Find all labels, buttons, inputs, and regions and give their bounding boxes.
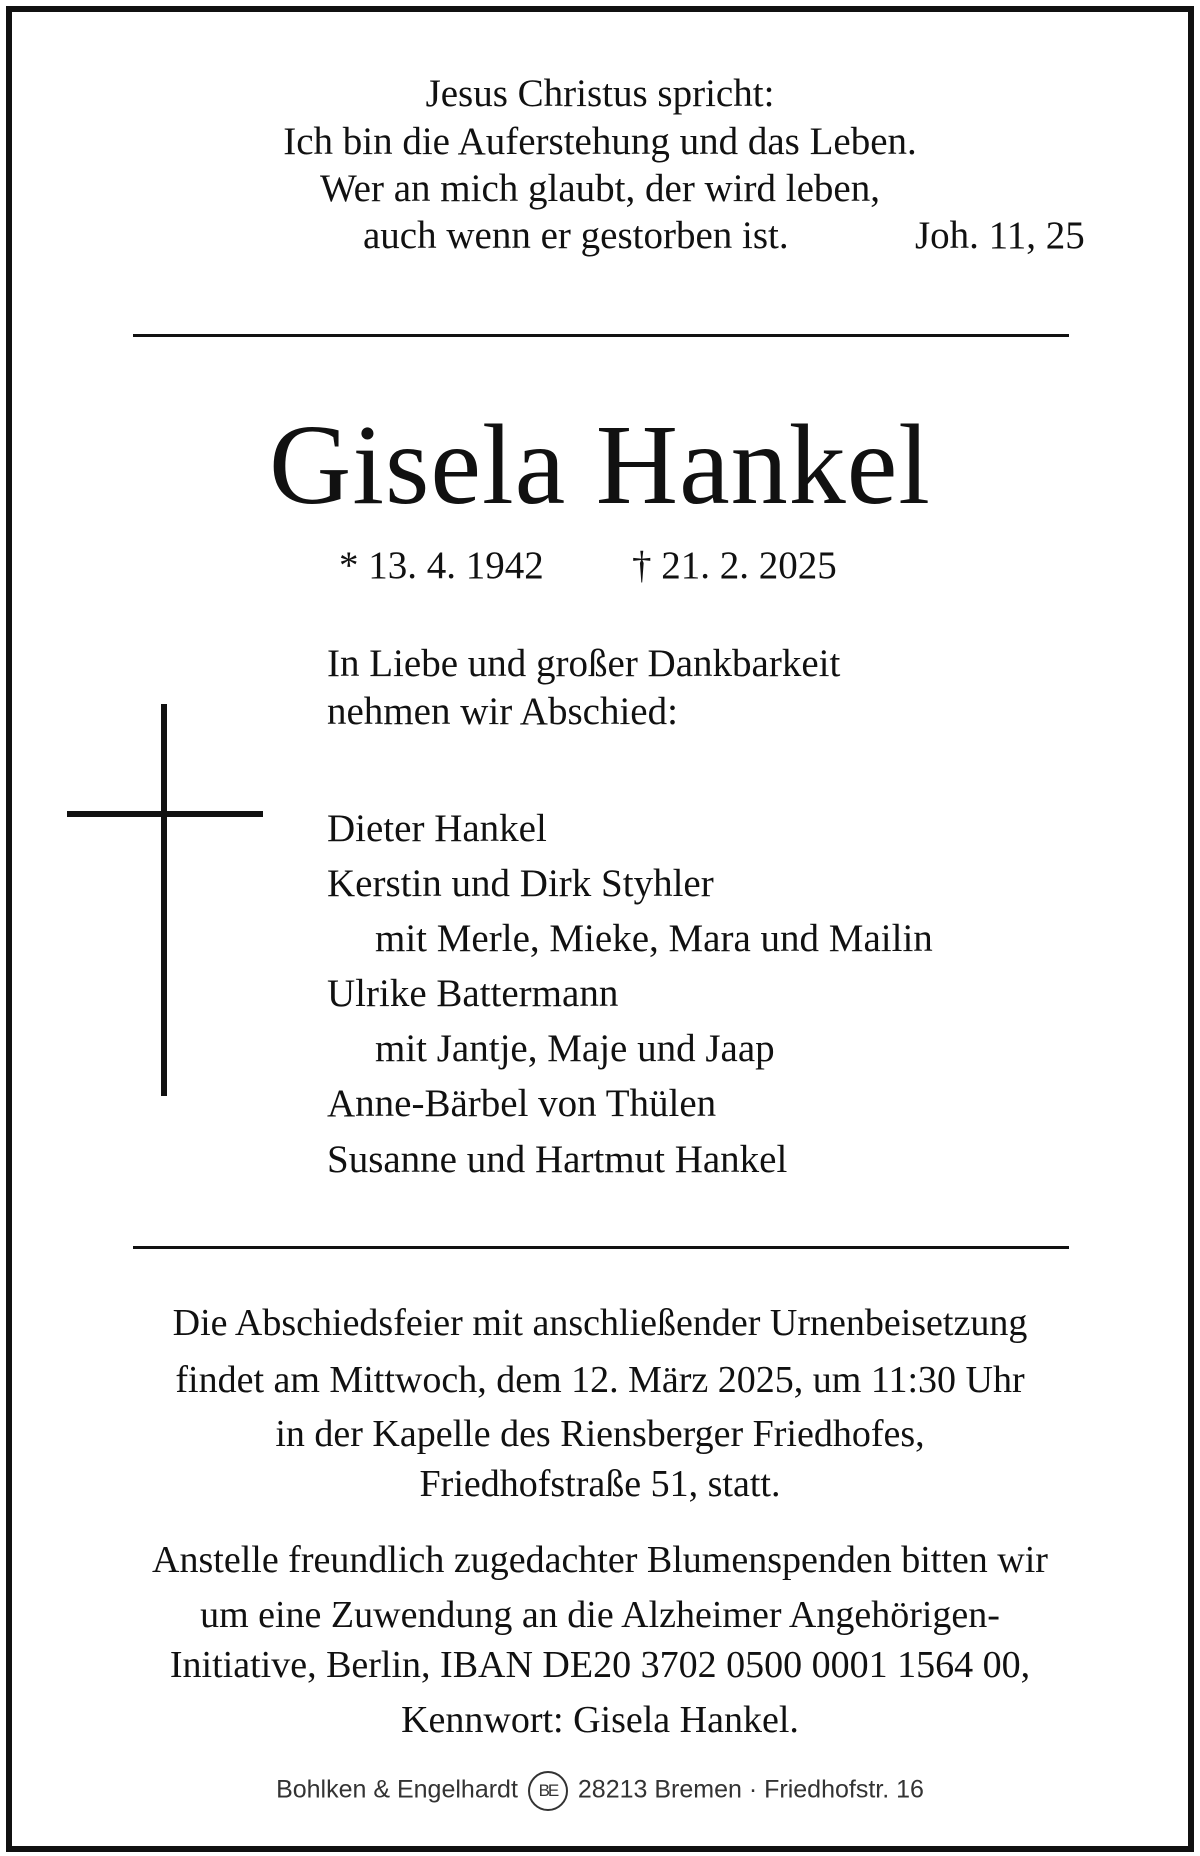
ceremony-line-3: in der Kapelle des Riensberger Friedhofes, xyxy=(275,1413,925,1455)
cross-icon-horizontal xyxy=(67,811,263,817)
bottom-divider xyxy=(133,1246,1069,1249)
verse-line-1: Jesus Christus spricht: xyxy=(425,72,775,115)
mourner-anne-baerbel: Anne-Bärbel von Thülen xyxy=(327,1082,717,1125)
top-divider xyxy=(133,334,1069,337)
mourner-susanne-hartmut: Susanne und Hartmut Hankel xyxy=(327,1138,788,1181)
verse-line-2: Ich bin die Auferstehung und das Leben. xyxy=(283,120,917,163)
death-date: † 21. 2. 2025 xyxy=(632,544,837,587)
funeral-home-footer xyxy=(0,1771,1200,1811)
birth-date: * 13. 4. 1942 xyxy=(339,544,544,587)
ceremony-line-1: Die Abschiedsfeier mit anschließender Urnenbeisetzung xyxy=(172,1302,1028,1344)
farewell-line-1: In Liebe und großer Dankbarkeit xyxy=(327,642,841,685)
deceased-name: Gisela Hankel xyxy=(269,401,931,528)
cross-icon-vertical xyxy=(161,704,167,1096)
funeral-home-name: Bohlken & Engelhardt xyxy=(276,1775,518,1804)
funeral-home-address: 28213 Bremen · Friedhofstr. 16 xyxy=(577,1775,924,1804)
verse-line-4: auch wenn er gestorben ist. xyxy=(363,214,789,257)
funeral-home-logo-icon: BE xyxy=(528,1771,568,1811)
mourner-grandchildren-1: mit Merle, Mieke, Mara und Mailin xyxy=(375,917,933,960)
mourner-kerstin-dirk: Kerstin und Dirk Styhler xyxy=(327,862,714,905)
donation-line-4: Kennwort: Gisela Hankel. xyxy=(401,1699,799,1741)
ceremony-line-2: findet am Mittwoch, dem 12. März 2025, um 11:30 Uhr xyxy=(175,1359,1025,1401)
mourner-ulrike: Ulrike Battermann xyxy=(327,972,619,1015)
donation-line-3: Initiative, Berlin, IBAN DE20 3702 0500 0001 1564 00, xyxy=(169,1644,1031,1686)
verse-reference: Joh. 11, 25 xyxy=(915,214,1085,257)
mourner-dieter: Dieter Hankel xyxy=(327,807,547,850)
ceremony-line-4: Friedhofstraße 51, statt. xyxy=(419,1463,781,1505)
farewell-line-2: nehmen wir Abschied: xyxy=(327,690,678,733)
verse-line-3: Wer an mich glaubt, der wird leben, xyxy=(320,167,880,210)
donation-line-1: Anstelle freundlich zugedachter Blumenspenden bitten wir xyxy=(152,1539,1048,1581)
mourner-grandchildren-2: mit Jantje, Maje und Jaap xyxy=(375,1027,775,1070)
donation-line-2: um eine Zuwendung an die Alzheimer Angehörigen- xyxy=(200,1594,1000,1636)
